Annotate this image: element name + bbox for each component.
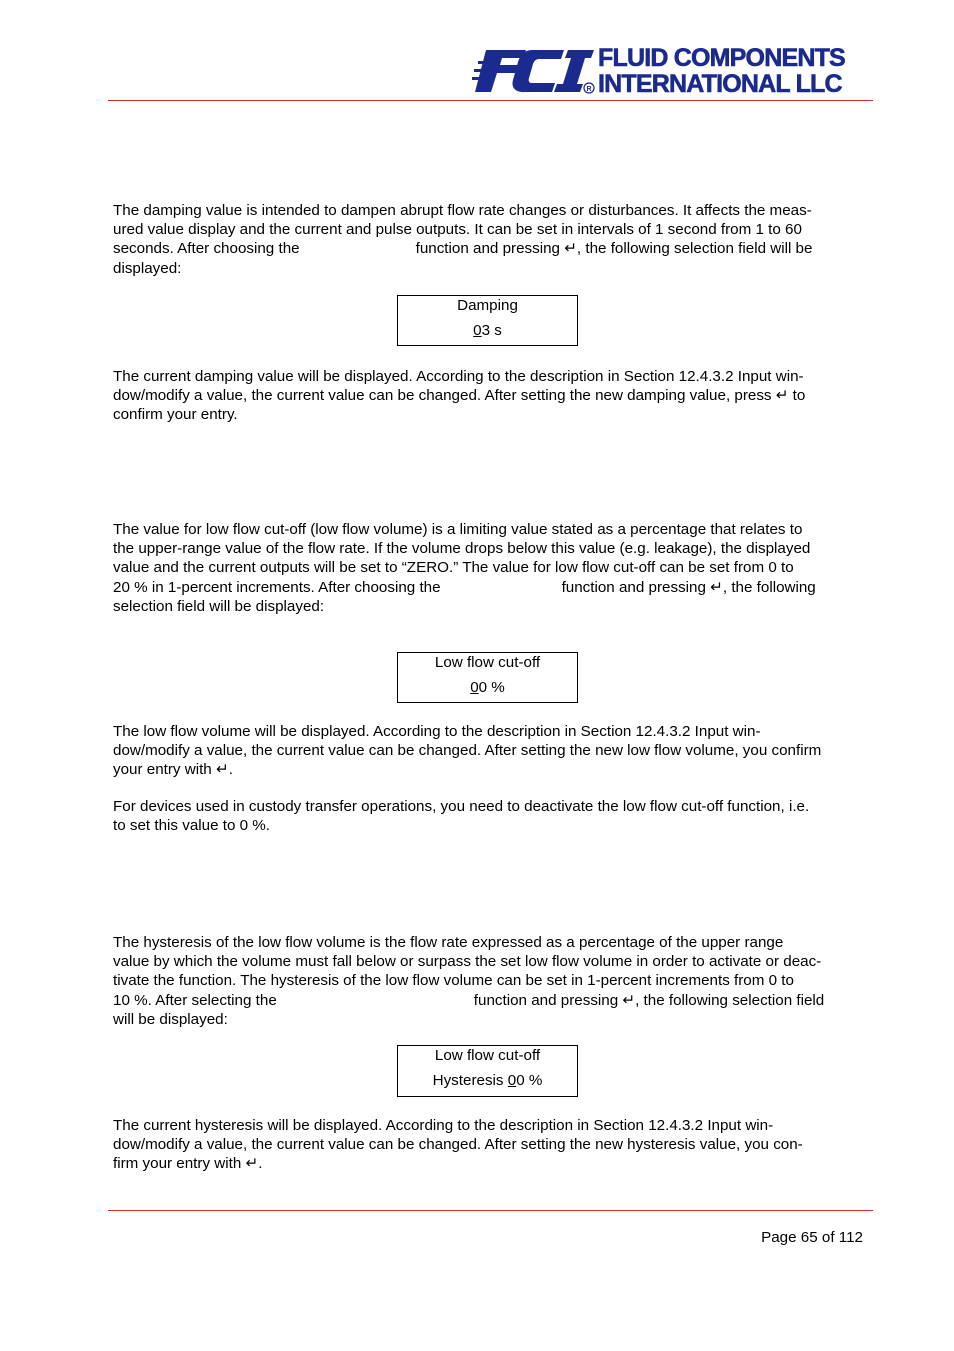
- damping-value-rest: 3 s: [481, 322, 502, 339]
- page-number: Page 65 of 112: [761, 1229, 863, 1246]
- low-flow-intro-paragraph: [113, 520, 865, 616]
- company-name-line1: FLUID COMPONENTS: [598, 44, 845, 72]
- hysteresis-prefix: Hysteresis: [432, 1072, 508, 1089]
- damping-cursor-digit: 0: [473, 322, 482, 339]
- damping-display-box: [397, 295, 578, 346]
- damping-intro-text: The damping value is intended to dampen abrupt flow rate changes or disturbances. It affects the meas- ured value display and the current and pulse outputs. It can be set in intervals of 1 second from 1 to 60 seconds. After choosing the: [113, 202, 812, 258]
- hysteresis-followup-paragraph: The current hysteresis will be displayed. According to the description in Section 12.4.3.2 Input win- dow/modify a value, the current value can be changed. After setting the new hysteresis value, you con- firm your entry with ↵.: [113, 1117, 803, 1173]
- hysteresis-display-label: Low flow cut-off: [434, 1047, 541, 1064]
- header-rule: [108, 100, 873, 101]
- hysteresis-display-box: [397, 1045, 578, 1097]
- hysteresis-intro-text: The hysteresis of the low flow volume is the flow rate expressed as a percentage of the upper range value by which the volume must fall below or surpass the set low flow volume in order to activate or deac- tivate the function. The hysteresis of the low flow volume can be set in 1-percent increments from 0 to 10 %. After selecting the: [113, 934, 822, 1009]
- low-flow-display-value: [398, 678, 577, 697]
- damping-intro-text-end: displayed:: [113, 259, 182, 277]
- low-flow-cursor-digit: 0: [470, 679, 479, 696]
- low-flow-display-box: [397, 652, 578, 703]
- company-name-line2: INTERNATIONAL LLC: [598, 70, 842, 98]
- company-logo: [472, 44, 866, 98]
- damping-display-label: Damping: [457, 297, 518, 314]
- low-flow-display-label: Low flow cut-off: [434, 654, 541, 671]
- hysteresis-cursor-digit: 0: [507, 1072, 517, 1089]
- damping-display-value: [398, 321, 577, 340]
- hysteresis-intro-paragraph: [113, 933, 865, 1029]
- fci-logo-mark-icon: [472, 44, 598, 98]
- low-flow-intro-text: The value for low flow cut-off (low flow volume) is a limiting value stated as a percentage that relates to the upper-range value of the flow rate. If the volume drops below this value (e.g. leakage), the displayed value and the current outputs will be set to “ZERO.” The value for low flow cut-off can be set from 0 to 20 % in 1-percent increments. After choosing the: [113, 521, 811, 596]
- low-flow-intro-text-end: selection field will be displayed:: [113, 597, 325, 615]
- hysteresis-value-rest: 0 %: [516, 1072, 543, 1089]
- low-flow-followup-paragraph: The low flow volume will be displayed. According to the description in Section 12.4.3.2 Input win- dow/modify a value, the current value can be changed. After setting the new low flow volume, you confirm your entry with ↵.: [113, 723, 822, 779]
- damping-intro-text-continued: function and pressing ↵, the following selection field will be: [415, 240, 813, 258]
- damping-followup-paragraph: The current damping value will be displayed. According to the description in Section 12.4.3.2 Input win- dow/modify a value, the current value can be changed. After setting the new damping value, press ↵ to confirm your entry.: [113, 368, 806, 424]
- low-flow-intro-text-continued: function and pressing ↵, the following: [561, 578, 816, 596]
- hysteresis-intro-text-continued: function and pressing ↵, the following selection field: [473, 991, 825, 1009]
- low-flow-value-rest: 0 %: [478, 679, 505, 696]
- damping-intro-paragraph: [113, 201, 865, 278]
- custody-transfer-paragraph: For devices used in custody transfer operations, you need to deactivate the low flow cut-off function, i.e. to set this value to 0 %.: [113, 798, 810, 835]
- footer-rule: [108, 1210, 873, 1211]
- hysteresis-display-value: [398, 1071, 577, 1090]
- svg-text:R: R: [586, 86, 592, 93]
- hysteresis-intro-text-end: will be displayed:: [113, 1010, 228, 1028]
